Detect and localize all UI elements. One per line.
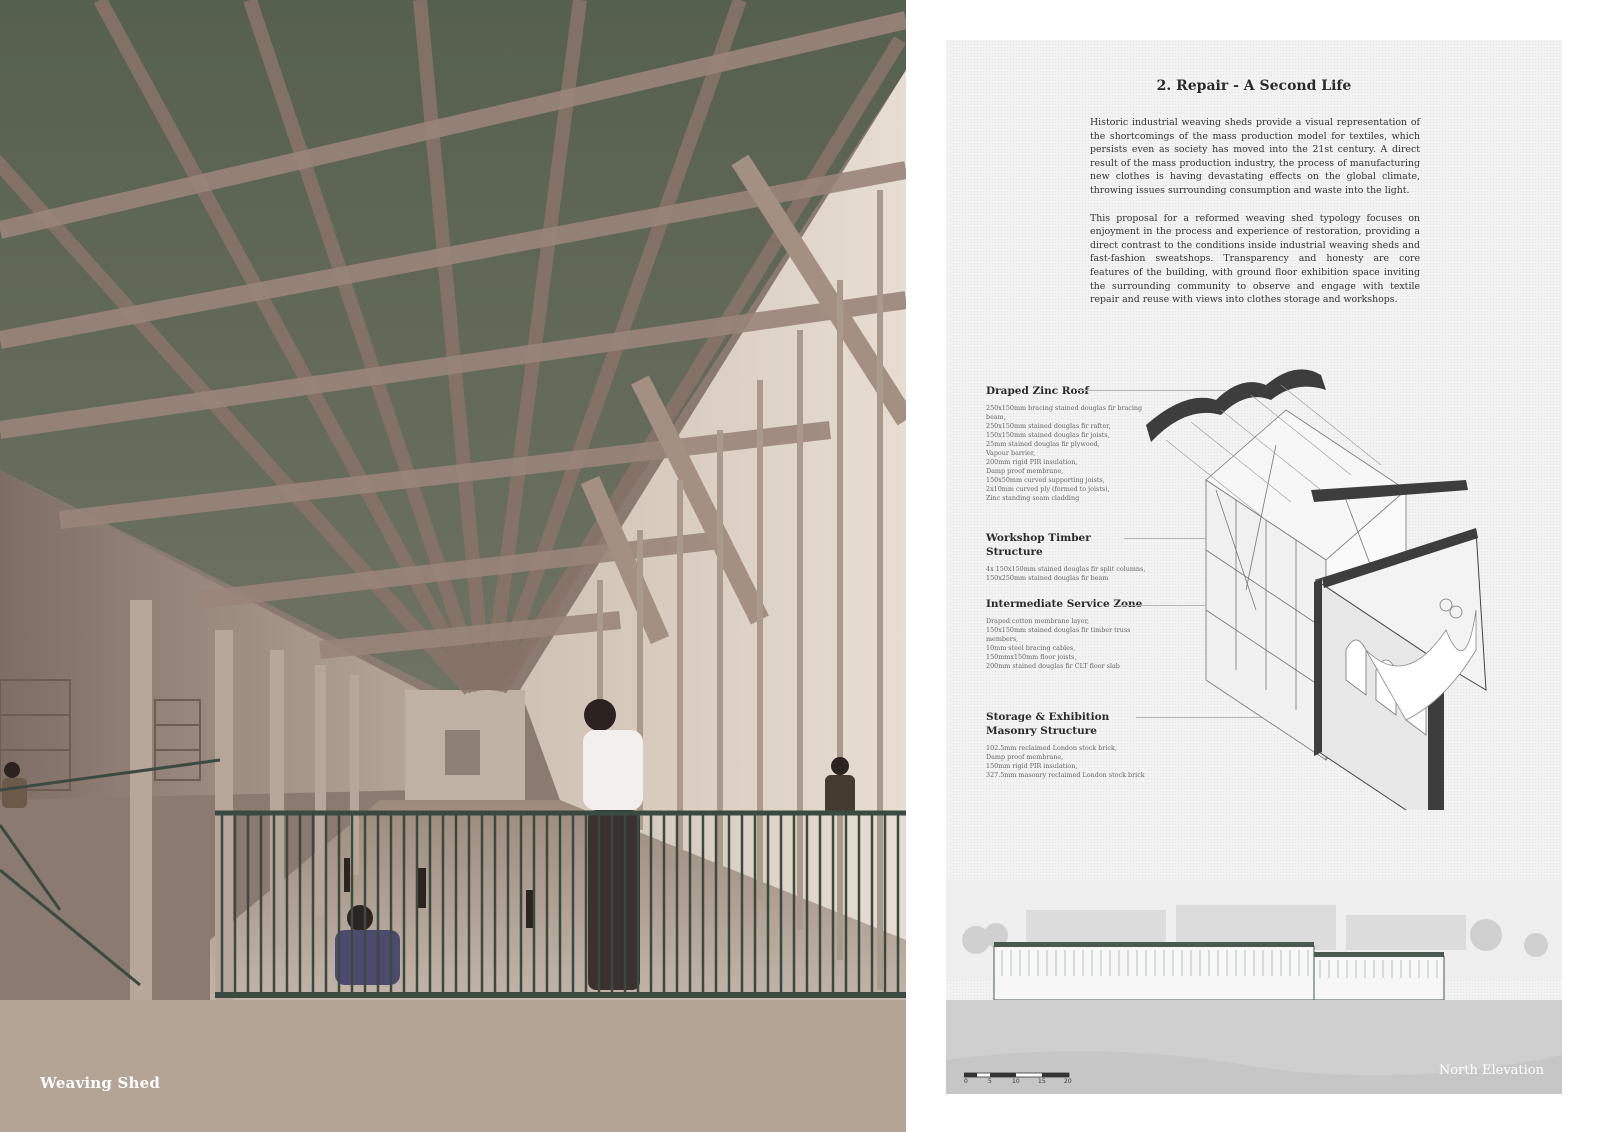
render-caption: Weaving Shed (40, 1074, 161, 1092)
callout-title: Draped Zinc Roof (986, 385, 1090, 397)
callout-body: 102.5mm reclaimed London stock brick, Damp proof membrane, 150mm rigid PIR insulation, 327.5mm masonry reclaimed London stock brick (986, 744, 1145, 779)
end-door (445, 730, 480, 775)
callout-title: Storage & Exhibition Masonry Structure (986, 711, 1110, 737)
callout-roof (986, 384, 1151, 503)
callout-body: 4x 150x150mm stained douglas fir split columns, 150x250mm stained douglas fir beam (986, 565, 1146, 582)
scale-label: 0 (964, 1078, 968, 1085)
scale-label: 5 (988, 1078, 992, 1085)
callout-title: Workshop Timber Structure (986, 532, 1091, 558)
callout-body: 250x150mm bracing stained douglas fir bracing beam, 250x150mm stained douglas fir rafter, 150x150mm stained douglas fir joists, 25mm stained douglas fir plywood, Vapour barrier, 200mm rigid PIR insulation, Damp proof membrane, 150x50mm curved supporting joists, 2x10mm curved ply (formed to joists), Zinc standing seam cladding (986, 404, 1143, 502)
callout-service-zone (986, 597, 1151, 671)
north-elevation-drawing (946, 880, 1562, 1094)
scale-label: 15 (1038, 1078, 1046, 1085)
scale-label: 10 (1012, 1078, 1020, 1085)
scale-bar (964, 1066, 1074, 1085)
description-sheet (946, 40, 1562, 1094)
section-cut (1314, 578, 1322, 756)
balcony-floor (0, 1000, 906, 1132)
intro-text (1090, 116, 1420, 321)
callout-masonry (986, 710, 1151, 780)
scale-label: 20 (1064, 1078, 1072, 1085)
elevation-caption: North Elevation (1438, 1063, 1544, 1078)
callout-title: Intermediate Service Zone (986, 598, 1143, 610)
axonometric-section-drawing (1146, 350, 1516, 810)
intro-paragraph: Historic industrial weaving sheds provide a visual representation of the shortcomings of the mass production model for textiles, which persists even as society has moved into the 21st century. A direct result of the mass production industry, the process of manufacturing new clothes is having devastating effects on the global climate, throwing issues surrounding consumption and waste into the light. (1090, 117, 1420, 196)
sheet-title: 2. Repair - A Second Life (1156, 78, 1352, 94)
intro-paragraph: This proposal for a reformed weaving shed typology focuses on enjoyment in the process and experience of restoration, providing a direct contrast to the conditions inside industrial weaving sheds and fast-fashion sweatshops. Transparency and honesty are core features of the building, with ground floor exhibition space inviting the surrounding community to observe and engage with textile repair and reuse with views into clothes storage and workshops. (1090, 212, 1420, 306)
callout-body: Draped cotton membrane layer, 150x150mm stained douglas fir timber truss members, 10mm steel bracing cables, 150mmx150mm floor joists, 200mm stained douglas fir CLT floor slab (986, 617, 1131, 670)
